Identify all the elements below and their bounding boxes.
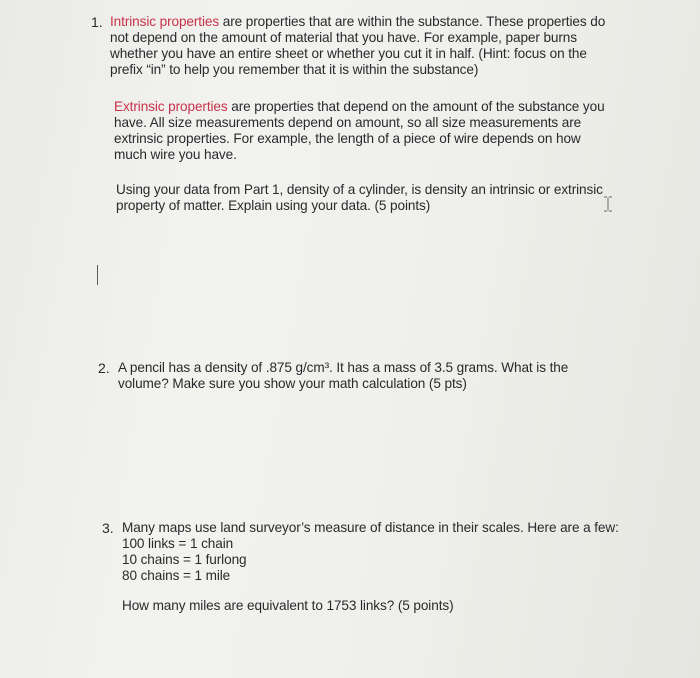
- q2-number: 2.: [98, 360, 110, 376]
- extrinsic-properties-term: Extrinsic properties: [114, 99, 228, 114]
- q1-question: [116, 182, 603, 214]
- q3-line1: Many maps use land surveyor’s measure of distance in their scales. Here are a few:: [122, 520, 619, 535]
- q3-conversion-furlong: 10 chains = 1 furlong: [122, 552, 247, 567]
- q3-question-line: How many miles are equivalent to 1753 links? (5 points): [122, 598, 454, 613]
- intrinsic-properties-term: Intrinsic properties: [110, 14, 220, 29]
- q3-number: 3.: [102, 520, 114, 536]
- q2-line1: A pencil has a density of .875 g/cm³. It has a mass of 3.5 grams. What is the: [118, 360, 569, 375]
- q1-extrinsic-paragraph: [114, 99, 605, 163]
- q3-question: [122, 598, 454, 614]
- q2-question: [118, 360, 568, 392]
- q1-extrinsic-line3: extrinsic properties. For example, the length of a piece of wire depends on how: [114, 131, 581, 146]
- q3-conversion-chain: 100 links = 1 chain: [122, 536, 234, 551]
- q1-question-line2: property of matter. Explain using your data. (5 points): [116, 198, 431, 213]
- q1-extrinsic-line4: much wire you have.: [114, 147, 237, 162]
- q2-line2: volume? Make sure you show your math calculation (5 pts): [118, 376, 467, 391]
- q1-question-line1: Using your data from Part 1, density of a cylinder, is density an intrinsic or extrinsic: [116, 182, 603, 197]
- text-cursor-bar: [97, 265, 98, 285]
- q1-extrinsic-line1: are properties that depend on the amount of the substance you: [227, 99, 605, 114]
- q1-number: 1.: [91, 14, 103, 30]
- q3-intro: [122, 520, 619, 584]
- q1-intro-line1: are properties that are within the substance. These properties do: [219, 14, 606, 29]
- q1-intro-line2: not depend on the amount of material that you have. For example, paper burns: [110, 30, 577, 45]
- q1-intro-line3: whether you have an entire sheet or whether you cut it in half. (Hint: focus on the: [110, 46, 587, 61]
- q1-intrinsic-paragraph: [110, 14, 605, 78]
- q1-intro-line4: prefix “in” to help you remember that it is within the substance): [110, 62, 479, 77]
- ibeam-cursor-icon: [602, 196, 614, 212]
- q3-conversion-mile: 80 chains = 1 mile: [122, 568, 231, 583]
- q1-extrinsic-line2: have. All size measurements depend on amount, so all size measurements are: [114, 115, 582, 130]
